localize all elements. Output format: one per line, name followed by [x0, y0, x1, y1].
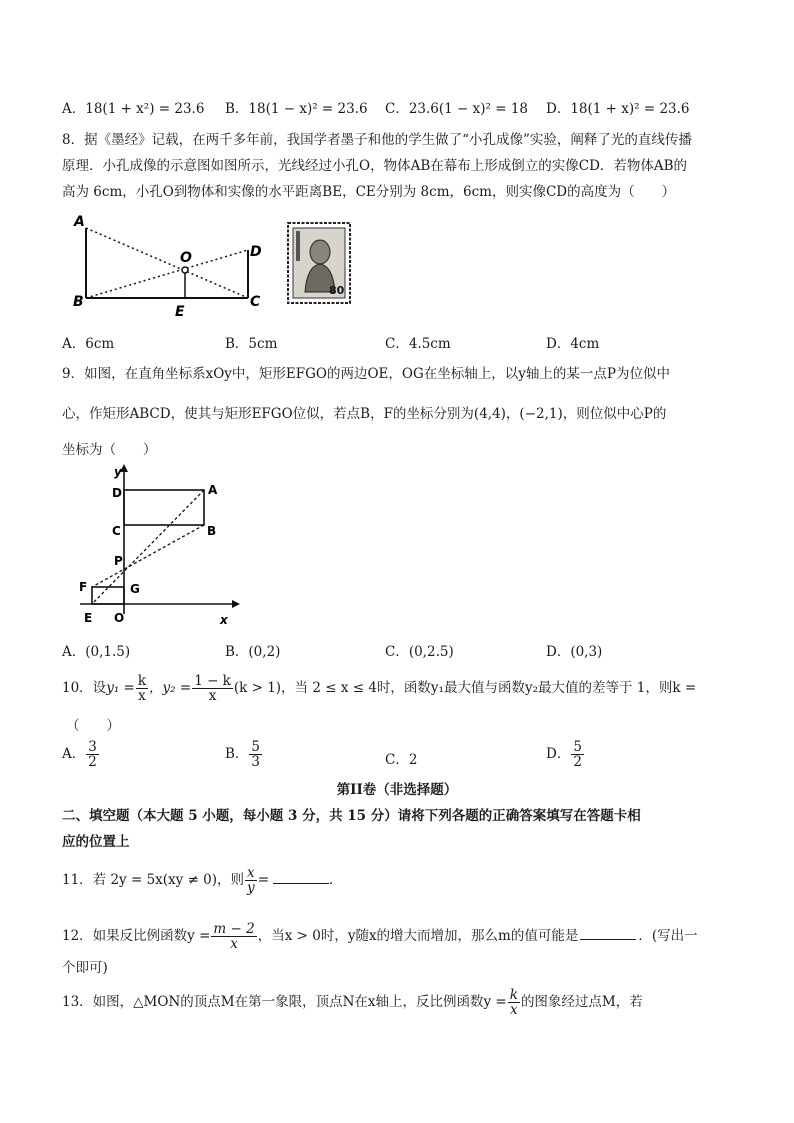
q10-frac2-den: x [208, 688, 217, 704]
label-a: A [208, 483, 218, 497]
q8-pinhole-diagram [64, 212, 284, 322]
label-o: O [180, 250, 192, 266]
q7-option-d: D．18(1 + x)² = 23.6 [546, 101, 690, 117]
q10-prefix: 10．设 [62, 680, 107, 696]
q8-option-c: C．4.5cm [385, 336, 451, 352]
q12-num: m − 2 [213, 921, 255, 937]
q10-option-d-label: D． [546, 746, 571, 762]
q10-frac2-num: 1 − k [194, 673, 231, 689]
q10-option-a-label: A． [62, 746, 86, 762]
q8-option-a: A．6cm [62, 336, 115, 352]
q10-condition: (k > 1)，当 2 ≤ x ≤ 4时，函数y₁最大值与函数y₂最大值的差等于 1，则k = [233, 680, 697, 696]
q9-option-c: C．(0,2.5) [385, 644, 454, 660]
q13-num: k [509, 987, 518, 1003]
q8-option-b: B．5cm [225, 336, 278, 352]
q10-option-d-fraction [571, 740, 584, 769]
label-x: x [220, 613, 228, 627]
q12-stem [62, 922, 698, 951]
label-f: F [79, 580, 88, 594]
q10-option-d-num: 5 [573, 739, 582, 755]
label-p: P [114, 554, 123, 568]
section-2-heading-line-1: 二、填空题（本大题 5 小题，每小题 3 分，共 15 分）请将下列各题的正确答案填写在答题卡相 [62, 808, 641, 824]
q9-coordinate-diagram [74, 462, 254, 630]
q9-line-2: 心，作矩形ABCD，使其与矩形EFGO位似，若点B，F的坐标分别为(4,4)，(−2,1)，则位似中心P的 [62, 406, 667, 422]
q8-line-1: 8．据《墨经》记载，在两千多年前，我国学者墨子和他的学生做了“小孔成像”实验，阐释了光的直线传播 [62, 132, 692, 148]
label-g: G [130, 582, 140, 596]
q10-option-a-den: 2 [88, 754, 97, 770]
q10-frac1-num: k [137, 673, 147, 689]
label-o: O [114, 611, 125, 625]
q13-fraction [508, 988, 520, 1017]
mozi-stamp-image [287, 222, 351, 304]
q12-middle: ，当x > 0时，y随x的增大而增加，那么m的值可能是 [257, 928, 579, 944]
q10-y2: ，y₂ = [149, 680, 192, 696]
q11-prefix: 11．若 2y = 5x(xy ≠ 0)，则 [62, 872, 245, 888]
q11-answer-blank[interactable] [273, 883, 329, 884]
q11-fraction [245, 866, 257, 895]
q10-stem [62, 674, 696, 703]
q10-option-a [62, 740, 100, 769]
q10-fraction-1 [136, 674, 148, 703]
q8-option-d: D．4cm [546, 336, 600, 352]
section-2-title: 第II卷（非选择题） [336, 782, 458, 798]
q9-option-d: D．(0,3) [546, 644, 603, 660]
q11-den: y [247, 880, 255, 896]
q10-answer-paren: （ ） [66, 718, 120, 734]
q10-option-a-fraction [86, 740, 99, 769]
q12-den: x [230, 936, 238, 952]
q7-option-c: C．23.6(1 − x)² = 18 [385, 101, 529, 117]
q11-stem [62, 866, 343, 895]
q12-answer-blank[interactable] [580, 939, 636, 940]
q10-frac1-den: x [138, 688, 146, 704]
q10-option-c: C．2 [385, 752, 418, 768]
label-a: A [74, 214, 85, 230]
label-e: E [84, 611, 93, 625]
label-d: D [112, 486, 122, 500]
q10-option-b-num: 5 [251, 739, 261, 755]
q9-line-1: 9．如图，在直角坐标系xOy中，矩形EFGO的两边OE，OG在坐标轴上，以y轴上的某一点P为位似中 [62, 366, 670, 382]
q11-end: ． [329, 872, 343, 888]
label-b: B [73, 294, 84, 310]
label-c: C [250, 294, 261, 310]
q12-line-2: 个即可) [62, 960, 108, 976]
section-2-heading-line-2: 应的位置上 [62, 834, 130, 850]
q13-stem [62, 988, 643, 1017]
q9-line-3: 坐标为（ ） [62, 442, 157, 458]
rectangle-abcd [124, 490, 204, 525]
rectangle-efgo [92, 587, 124, 604]
q13-suffix: 的图象经过点M，若 [520, 994, 643, 1010]
q12-prefix: 12．如果反比例函数y = [62, 928, 211, 944]
q9-option-b: B．(0,2) [225, 644, 281, 660]
q10-option-d [546, 740, 585, 769]
x-axis-arrow [232, 600, 240, 608]
q12-fraction [211, 922, 256, 951]
q10-y1: y₁ = [106, 680, 135, 696]
q13-prefix: 13．如图，△MON的顶点M在第一象限，顶点N在x轴上，反比例函数y = [62, 994, 507, 1010]
q9-option-a: A．(0,1.5) [62, 644, 131, 660]
q10-option-b [225, 740, 263, 769]
q13-den: x [510, 1002, 518, 1018]
stamp-value: 80 [329, 284, 345, 297]
q11-num: x [245, 866, 257, 881]
ray-bf [92, 525, 204, 587]
q10-option-a-num: 3 [88, 739, 97, 755]
label-b: B [207, 524, 217, 538]
ray-ac [86, 228, 248, 298]
q7-option-b: B．18(1 − x)² = 23.6 [225, 101, 368, 117]
label-e: E [175, 304, 185, 320]
label-d: D [250, 244, 262, 260]
label-c: C [112, 524, 121, 538]
ray-bd [86, 250, 248, 298]
label-y: y [114, 465, 122, 479]
q11-equals: = [257, 872, 269, 888]
q10-option-d-den: 2 [573, 754, 582, 770]
q10-option-b-den: 3 [251, 754, 261, 770]
q10-fraction-2 [192, 674, 233, 703]
q8-line-3: 高为 6cm，小孔O到物体和实像的水平距离BE，CE分别为 8cm，6cm，则实像CD的高度为（ ） [62, 184, 676, 200]
q8-line-2: 原理．小孔成像的示意图如图所示，光线经过小孔O，物体AB在幕布上形成倒立的实像CD．若物体AB的 [62, 158, 688, 174]
q10-option-b-fraction [249, 740, 262, 769]
q7-option-a: A．18(1 + x²) = 23.6 [62, 101, 205, 117]
q10-option-b-label: B． [225, 746, 249, 762]
pinhole-o [182, 267, 188, 273]
q12-end: ．(写出一 [638, 928, 698, 944]
